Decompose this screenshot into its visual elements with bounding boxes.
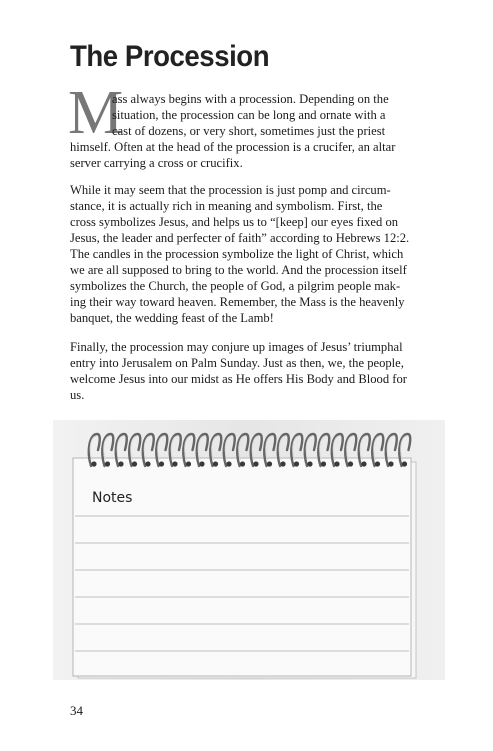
notes-label: Notes <box>92 490 133 506</box>
punch-hole <box>307 461 312 466</box>
page-title: The Procession <box>70 40 270 73</box>
drop-cap: M <box>68 79 124 147</box>
punch-hole <box>253 461 258 466</box>
text-line: ing their way toward heaven. Remember, the Mass is the heavenly <box>70 295 405 309</box>
text-line: stance, it is actually rich in meaning and symbolism. First, the <box>70 199 383 213</box>
notepad-svg <box>53 420 445 680</box>
text-line: banquet, the wedding feast of the Lamb! <box>70 311 274 325</box>
punch-hole <box>388 461 393 466</box>
text-line: Finally, the procession may conjure up images of Jesus’ triumphal <box>70 340 403 354</box>
punch-hole <box>172 461 177 466</box>
punch-hole <box>402 461 407 466</box>
punch-hole <box>159 461 164 466</box>
text-line: we are all supposed to bring to the world. And the procession itself <box>70 263 407 277</box>
punch-hole <box>348 461 353 466</box>
punch-hole <box>240 461 245 466</box>
text-line: cross symbolizes Jesus, and helps us to “[keep] our eyes fixed on <box>70 215 399 229</box>
text-line: Jesus, the leader and perfecter of faith” according to Hebrews 12:2. <box>70 231 410 245</box>
text-line: himself. Often at the head of the procession is a crucifer, an altar <box>70 140 396 154</box>
text-line: The candles in the procession symbolize the light of Christ, which <box>70 247 404 261</box>
text-line: entry into Jerusalem on Palm Sunday. Just as then, we, the people, <box>70 356 404 370</box>
text-line: symbolizes the Church, the people of God, a pilgrim people mak- <box>70 279 401 293</box>
text-line: welcome Jesus into our midst as He offers His Body and Blood for <box>70 372 407 386</box>
punch-hole <box>226 461 231 466</box>
punch-hole <box>361 461 366 466</box>
text-line: situation, the procession can be long and ornate with a <box>112 108 386 122</box>
punch-hole <box>280 461 285 466</box>
punch-hole <box>118 461 123 466</box>
text-line: us. <box>70 388 85 402</box>
punch-hole <box>132 461 137 466</box>
punch-hole <box>213 461 218 466</box>
punch-hole <box>375 461 380 466</box>
punch-hole <box>199 461 204 466</box>
punch-hole <box>91 461 96 466</box>
punch-hole <box>294 461 299 466</box>
punch-hole <box>105 461 110 466</box>
punch-hole <box>267 461 272 466</box>
punch-hole <box>321 461 326 466</box>
punch-hole <box>334 461 339 466</box>
punch-hole <box>186 461 191 466</box>
notepad-illustration <box>53 420 445 680</box>
punch-hole <box>145 461 150 466</box>
text-line: While it may seem that the procession is just pomp and circum- <box>70 183 391 197</box>
text-line: ass always begins with a procession. Depending on the <box>112 92 389 106</box>
page-number: 34 <box>70 703 83 718</box>
text-line: server carrying a cross or crucifix. <box>70 156 243 170</box>
text-line: cast of dozens, or very short, sometimes just the priest <box>112 124 386 138</box>
